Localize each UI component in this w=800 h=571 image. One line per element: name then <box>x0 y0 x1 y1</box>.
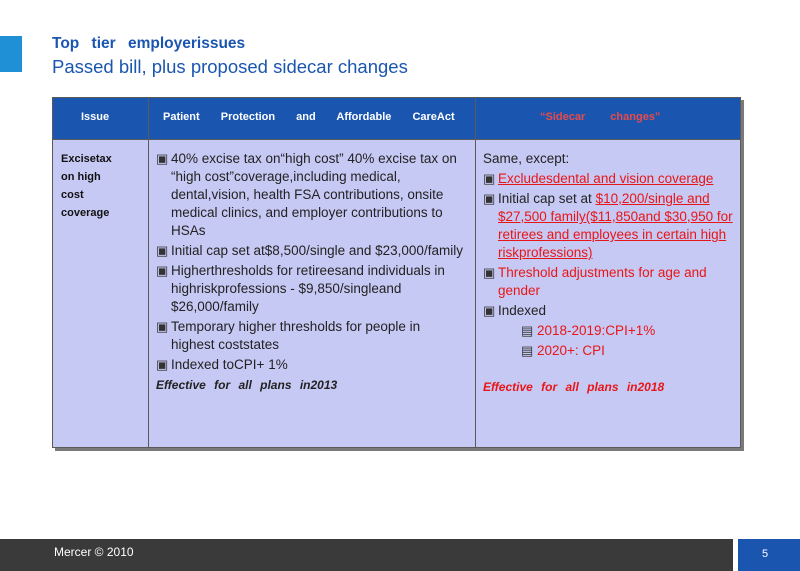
list-item-text-red: $10,200/single and $27,500 family($11,850and $30,950 for retirees and employees in certain high riskprofessions) <box>498 191 733 260</box>
list-item-text: Temporary higher thresholds for people in highest coststates <box>171 319 421 352</box>
footer-bar <box>0 539 733 571</box>
sub-list-item-text: 2018-2019:CPI+1% <box>537 323 656 338</box>
sidecar-intro: Same, except: <box>483 151 570 166</box>
list-item-text: Excludesdental and vision coverage <box>498 171 714 186</box>
sub-list-item <box>483 342 733 360</box>
header-issue <box>53 98 149 139</box>
list-item <box>483 170 733 188</box>
list-item <box>156 318 466 354</box>
footer-copyright: Mercer © 2010 <box>54 545 134 559</box>
list-item-text: Initial cap set at <box>498 191 596 206</box>
header-ppaca-label: Patient Protection and Affordable CareAct <box>163 111 455 123</box>
sidecar-cell <box>476 139 740 448</box>
ppaca-effective: Effective for all plans in2013 <box>156 378 338 392</box>
comparison-table <box>52 97 741 448</box>
square-bullet-icon: ▣ <box>156 151 169 166</box>
header-issue-label: Issue <box>81 111 110 123</box>
issue-line: coverage <box>61 207 110 219</box>
list-item <box>156 150 466 240</box>
sub-bullet-icon: ▤ <box>521 323 534 338</box>
issue-line: Excisetax <box>61 153 112 165</box>
list-item <box>156 262 466 316</box>
list-item-text: Indexed toCPI+ 1% <box>171 357 288 372</box>
issue-line: on high <box>61 171 101 183</box>
sidecar-effective: Effective for all plans in2018 <box>483 380 665 394</box>
sub-bullet-icon: ▤ <box>521 343 534 358</box>
square-bullet-icon: ▣ <box>156 357 169 372</box>
page-number: 5 <box>762 548 769 560</box>
ppaca-cell <box>149 139 476 448</box>
list-item-text: Initial cap set at$8,500/single and $23,000/family <box>171 243 463 258</box>
sidecar-content <box>483 150 733 396</box>
header-sidecar <box>476 98 740 139</box>
square-bullet-icon: ▣ <box>483 191 496 206</box>
square-bullet-icon: ▣ <box>156 319 169 334</box>
list-item <box>156 242 466 260</box>
square-bullet-icon: ▣ <box>483 303 496 318</box>
header-sidecar-label: “Sidecar changes” <box>540 111 661 123</box>
square-bullet-icon: ▣ <box>156 263 169 278</box>
slide-title: Top tier employerissues <box>52 35 246 52</box>
page-number-box <box>738 539 800 571</box>
list-item-text: Threshold adjustments for age and gender <box>498 265 707 298</box>
list-item <box>483 264 733 300</box>
ppaca-content <box>156 150 466 394</box>
slide-subtitle: Passed bill, plus proposed sidecar changes <box>52 56 408 77</box>
issue-text <box>61 150 141 222</box>
square-bullet-icon: ▣ <box>483 265 496 280</box>
issue-cell <box>53 139 149 448</box>
list-item-text: 40% excise tax on“high cost” 40% excise tax on “high cost”coverage,including medical, dental,vision, health FSA contributions, onsite medical clinics, and employer contributions to HSAs <box>171 151 457 238</box>
list-item-text: Higherthresholds for retireesand individuals in highriskprofessions - $9,850/singleand $26,000/family <box>171 263 445 314</box>
table-body <box>52 97 741 448</box>
issue-line: cost <box>61 189 84 201</box>
list-item <box>156 356 466 374</box>
accent-block <box>0 36 22 72</box>
square-bullet-icon: ▣ <box>156 243 169 258</box>
header-ppaca <box>149 98 476 139</box>
sub-list-item <box>483 322 733 340</box>
sub-list-item-text: 2020+: CPI <box>537 343 605 358</box>
list-item-text: Indexed <box>498 303 547 318</box>
list-item <box>483 302 733 320</box>
list-item <box>483 190 733 262</box>
square-bullet-icon: ▣ <box>483 171 496 186</box>
